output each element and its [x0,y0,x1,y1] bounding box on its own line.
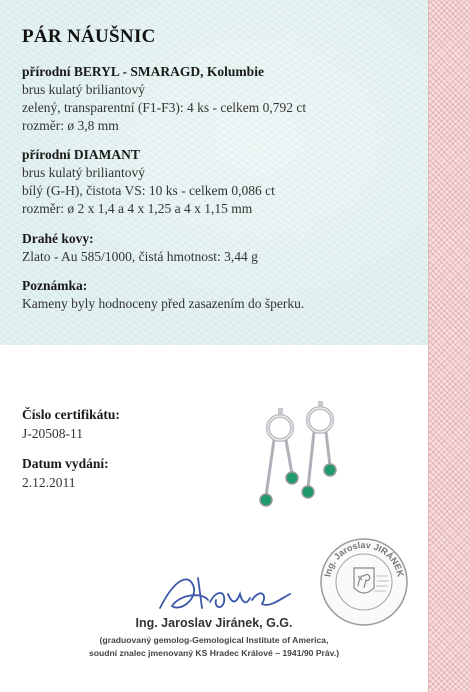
left-earring [260,408,298,506]
appraiser-credentials: (graduovaný gemolog-Gemological Institute of America, [99,635,329,645]
diamond-color: bílý (G-H), čistota VS: 10 ks - celkem 0,086 ct [22,183,275,198]
beryl-color: zelený, transparentní (F1-F3): 4 ks - celkem 0,792 ct [22,100,307,115]
issue-date-label: Datum vydání: [22,456,109,471]
beryl-cut: brus kulatý briliantový [22,82,145,97]
appraiser-court-appointment: soudní znalec jmenovaný KS Hradec Králové – 1941/90 Práv.) [88,648,340,658]
diamond-heading: přírodní DIAMANT [22,147,140,162]
beryl-heading: přírodní BERYL - SMARAGD, Kolumbie [22,64,264,79]
diamond-size: rozměr: ø 2 x 1,4 a 4 x 1,25 a 4 x 1,15 mm [22,201,253,216]
right-earring [302,401,336,498]
note-value: Kameny byly hodnoceny před zasazením do šperku. [22,296,305,311]
document-title: PÁR NÁUŠNIC [22,26,156,47]
certificate-number-value: J-20508-11 [22,426,83,441]
appraiser-name: Ing. Jaroslav Jiránek, G.G. [135,616,293,630]
metals-value: Zlato - Au 585/1000, čistá hmotnost: 3,44 g [22,249,258,264]
beryl-size: rozměr: ø 3,8 mm [22,118,119,133]
appraiser-stamp [318,536,410,628]
issue-date-value: 2.12.2011 [22,475,76,490]
signature [150,568,300,620]
metals-heading: Drahé kovy: [22,231,94,246]
security-border [428,0,470,692]
note-heading: Poznámka: [22,278,88,293]
stamp-text: Ing. Jaroslav JIRÁNEK [322,539,406,578]
diamond-cut: brus kulatý briliantový [22,165,145,180]
earrings-photo [248,400,358,520]
certificate-number-label: Číslo certifikátu: [22,407,120,422]
